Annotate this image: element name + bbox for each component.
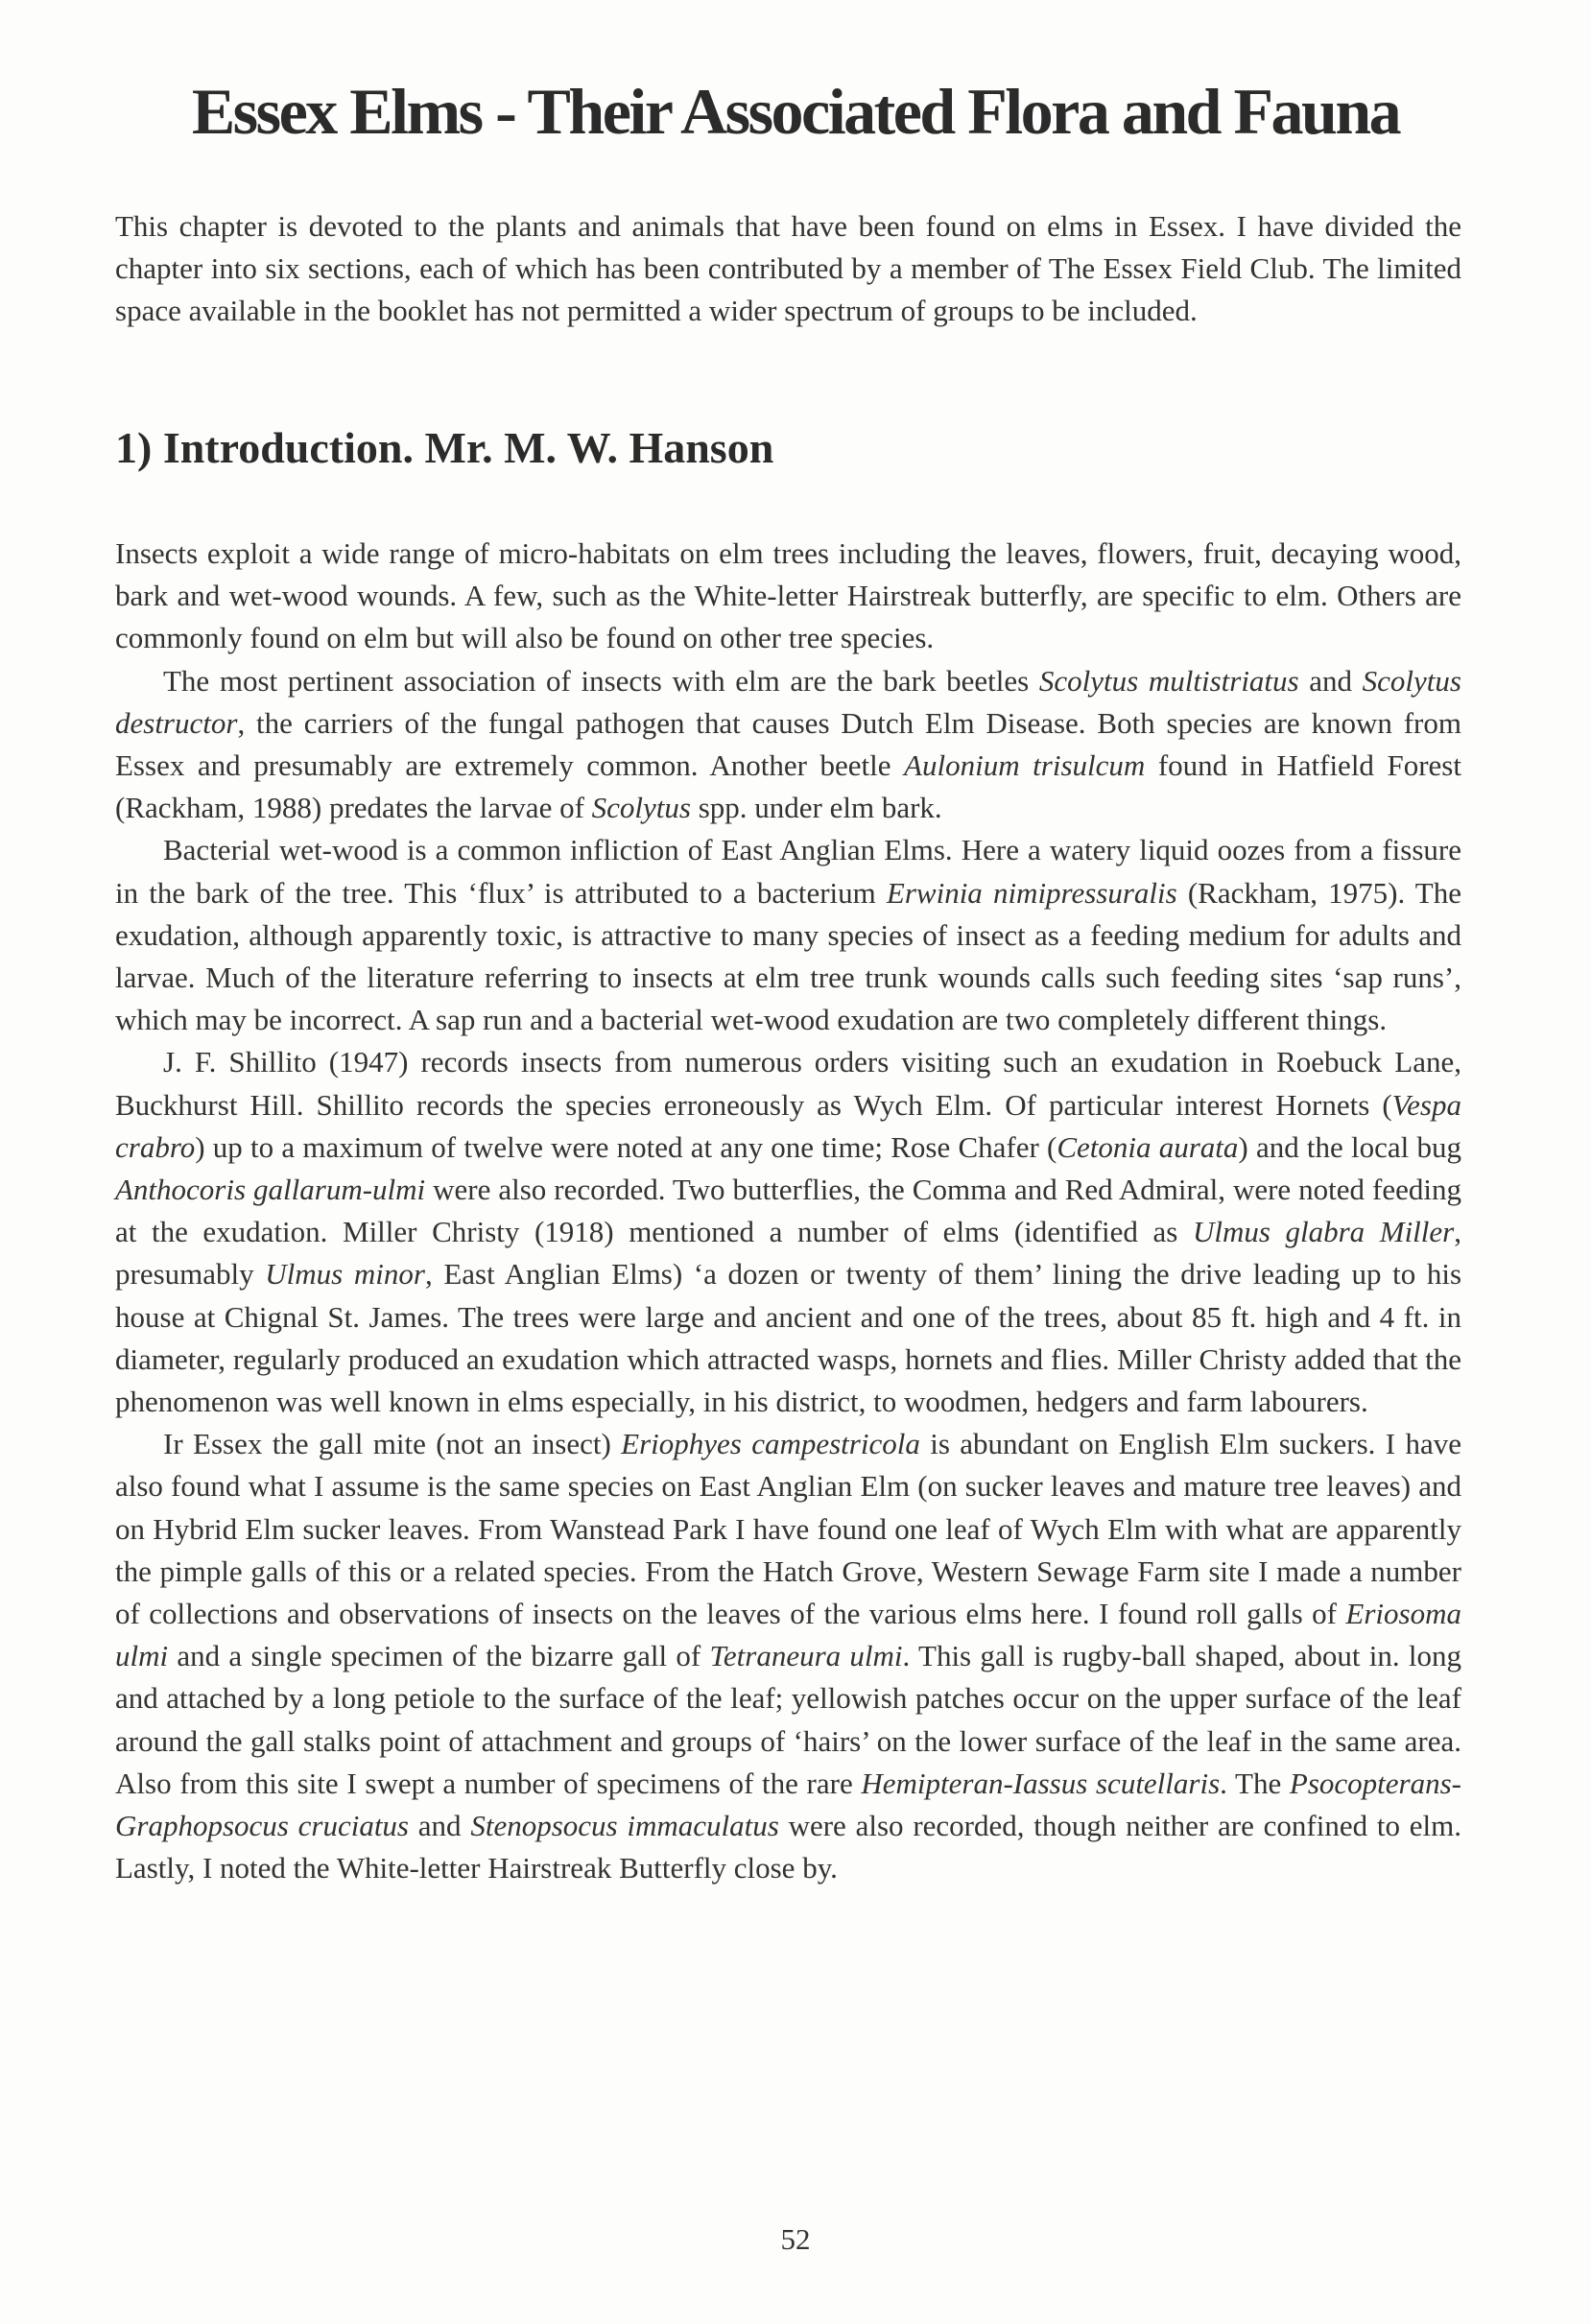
text-run: is abundant on English Elm suckers. I have also found what I assume is the same species on East Anglian Elm (on sucker leaves and mature tree leaves) and on Hybrid Elm sucker leaves. From Wanstead Park I have found one leaf of Wych Elm with what are apparently the pimple galls of this or a related species. From the Hatch Grove, Western Sewage Farm site I made a number of collections and observations of insects on the leaves of the various elms here. I found roll galls of [115,1427,1461,1631]
section-heading: 1) Introduction. Mr. M. W. Hanson [115,423,774,472]
text-run: and [1298,663,1363,698]
intro-paragraph [115,205,1461,333]
species-name: Vespa crabro [115,1087,1461,1164]
intro-text: This chapter is devoted to the plants and animals that have been found on elms in Essex. I have divided the chapter into six sections, each of which has been contributed by a member of The Essex Field Club. The limited space available in the booklet has not permitted a wider spectrum of groups to be included. [115,209,1461,328]
text-run: , the carriers of the fungal pathogen that causes Dutch Elm Disease. Both species are known from Essex and presumably are extremely common. Another beetle [115,705,1461,783]
text-run: found in Hatfield Forest (Rackham, 1988) predates the larvae of [115,748,1461,825]
text-run: J. F. Shillito (1947) records insects from numerous orders visiting such an exudation in Roebuck Lane, Buckhurst Hill. Shillito records the species erroneously as Wych Elm. Of particular interest Hornets ( [115,1045,1461,1122]
species-name: Ulmus minor [265,1257,425,1292]
species-name: Eriosoma ulmi [115,1597,1461,1673]
species-name: Aulonium trisulcum [904,748,1146,783]
species-name: Scolytus destructor [115,663,1461,740]
species-name: Cetonia aurata [1057,1129,1239,1164]
paragraph-4 [115,1041,1461,1423]
species-name: Psocopterans-Graphopsocus cruciatus [115,1766,1461,1843]
paragraph-5 [115,1423,1461,1889]
text-run: . This gall is rugby-ball shaped, about in. long and attached by a long petiole to the surface of the leaf; yellowish patches occur on the upper surface of the leaf around the gall stalks point of attachment and groups of ‘hairs’ on the lower surface of the leaf in the same area. Also from this site I swept a number of specimens of the rare [115,1639,1461,1800]
species-name: Eriophyes campestricola [621,1427,920,1461]
text-run: and a single specimen of the bizarre gall of [168,1639,710,1673]
text-run: ) up to a maximum of twelve were noted at any one time; Rose Chafer ( [195,1129,1057,1164]
species-name: Anthocoris gallarum-ulmi [115,1173,426,1207]
text-run: (Rackham, 1975). The exudation, although apparently toxic, is attractive to many species of insect as a feeding medium for adults and larvae. Much of the literature referring to insects at elm tree trunk wounds calls such feeding sites ‘sap runs’, which may be incorrect. A sap run and a bacterial wet-wood exudation are two completely different things. [115,875,1461,1037]
text-run: Bacterial wet-wood is a common infliction of East Anglian Elms. Here a watery liquid oozes from a fissure in the bark of the tree. This ‘flux’ is attributed to a bacterium [115,833,1461,910]
text-run: , presumably [115,1215,1461,1292]
species-name: Stenopsocus immaculatus [470,1809,779,1843]
section-body [115,533,1461,1890]
page-number: 52 [780,2222,811,2256]
text-run: spp. under elm bark. [690,791,942,825]
paragraph-2 [115,660,1461,830]
page-title: Essex Elms - Their Associated Flora and Fauna [191,75,1400,148]
text-run: Ir Essex the gall mite (not an insect) [163,1427,622,1461]
species-name: Erwinia nimipressuralis [886,875,1177,910]
text-run: The most pertinent association of insects with elm are the bark beetles [163,663,1039,698]
text-run: and [409,1809,471,1843]
species-name: Tetraneura ulmi [709,1639,903,1673]
text-run: . The [1220,1766,1290,1800]
species-name: Scolytus [591,791,691,825]
text-run: were also recorded, though neither are confined to elm. Lastly, I noted the White-letter Hairstreak Butterfly close by. [115,1809,1461,1885]
paragraph-1-text: Insects exploit a wide range of micro-habitats on elm trees including the leaves, flowers, fruit, decaying wood, bark and wet-wood wounds. A few, such as the White-letter Hairstreak butterfly, are specific to elm. Others are commonly found on elm but will also be found on other tree species. [115,536,1461,655]
text-run: were also recorded. Two butterflies, the Comma and Red Admiral, were noted feeding at the exudation. Miller Christy (1918) mentioned a number of elms (identified as [115,1173,1461,1249]
text-run: ) and the local bug [1238,1129,1461,1164]
species-name: Ulmus glabra Miller [1192,1215,1455,1249]
paragraph-3 [115,829,1461,1041]
paragraph-1 [115,533,1461,660]
species-name: Hemipteran-Iassus scutellaris [861,1766,1221,1800]
species-name: Scolytus multistriatus [1038,663,1299,698]
text-run: , East Anglian Elms) ‘a dozen or twenty of them’ lining the drive leading up to his house at Chignal St. James. The trees were large and ancient and one of the trees, about 85 ft. high and 4 ft. in diameter, regularly produced an exudation which attracted wasps, hornets and flies. Miller Christy added that the phenomenon was well known in elms especially, in his district, to woodmen, hedgers and farm labourers. [115,1257,1462,1419]
